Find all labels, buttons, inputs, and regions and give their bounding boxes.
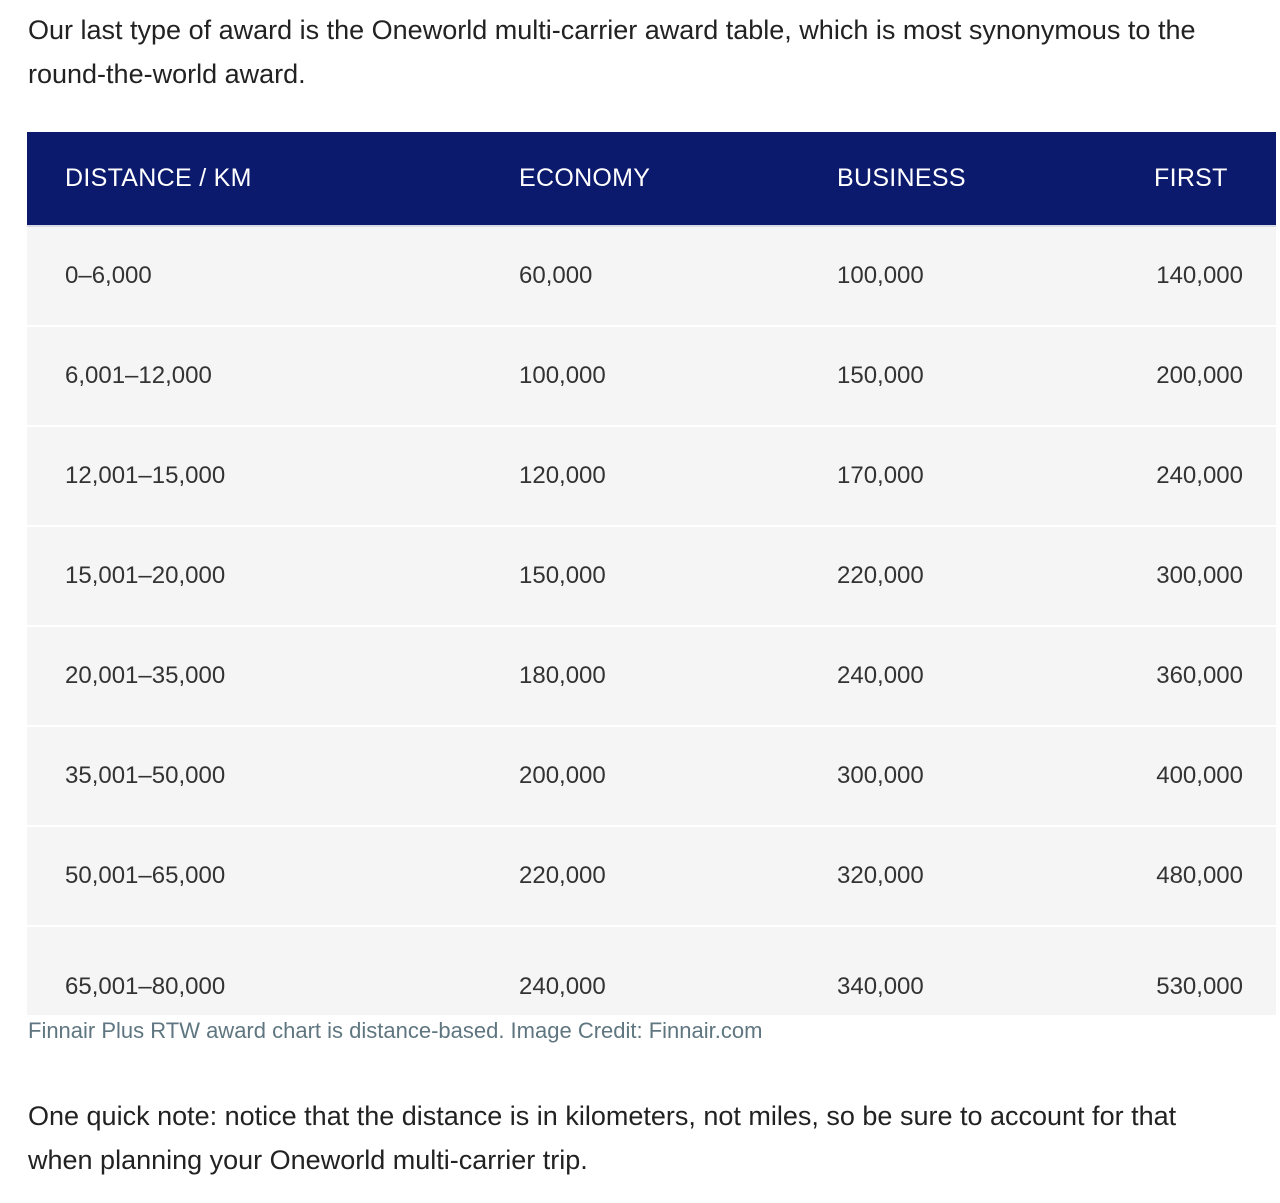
distance-cell: 12,001–15,000 <box>27 426 519 526</box>
table-row <box>27 626 1276 726</box>
intro-paragraph: Our last type of award is the Oneworld multi-carrier award table, which is most synonymous to the round-the-world award. <box>28 15 1196 89</box>
economy-cell: 60,000 <box>519 226 837 326</box>
distance-cell: 65,001–80,000 <box>27 926 519 1015</box>
first-cell: 300,000 <box>1154 526 1276 626</box>
table-row <box>27 426 1276 526</box>
distance-cell: 35,001–50,000 <box>27 726 519 826</box>
economy-cell: 120,000 <box>519 426 837 526</box>
table-row <box>27 526 1276 626</box>
economy-cell: 200,000 <box>519 726 837 826</box>
award-chart-table <box>27 132 1276 1015</box>
first-cell: 200,000 <box>1154 326 1276 426</box>
business-cell: 320,000 <box>837 826 1154 926</box>
table-row <box>27 226 1276 326</box>
column-header-first: FIRST <box>1154 132 1276 226</box>
first-cell: 480,000 <box>1154 826 1276 926</box>
first-cell: 530,000 <box>1154 926 1276 1015</box>
first-cell: 140,000 <box>1154 226 1276 326</box>
table-row <box>27 926 1276 1015</box>
first-cell: 360,000 <box>1154 626 1276 726</box>
economy-cell: 180,000 <box>519 626 837 726</box>
table-row <box>27 826 1276 926</box>
economy-cell: 100,000 <box>519 326 837 426</box>
distance-cell: 15,001–20,000 <box>27 526 519 626</box>
first-cell: 400,000 <box>1154 726 1276 826</box>
economy-cell: 240,000 <box>519 926 837 1015</box>
business-cell: 300,000 <box>837 726 1154 826</box>
business-cell: 150,000 <box>837 326 1154 426</box>
distance-cell: 20,001–35,000 <box>27 626 519 726</box>
image-caption: Finnair Plus RTW award chart is distance-based. Image Credit: Finnair.com <box>28 1018 763 1043</box>
column-header-distance: DISTANCE / KM <box>27 132 519 226</box>
business-cell: 220,000 <box>837 526 1154 626</box>
outro-paragraph: One quick note: notice that the distance is in kilometers, not miles, so be sure to account for that when planning your Oneworld multi-carrier trip. <box>28 1101 1177 1175</box>
distance-cell: 6,001–12,000 <box>27 326 519 426</box>
business-cell: 170,000 <box>837 426 1154 526</box>
table-row <box>27 726 1276 826</box>
business-cell: 100,000 <box>837 226 1154 326</box>
table-header-row <box>27 132 1276 226</box>
table-row <box>27 326 1276 426</box>
distance-cell: 50,001–65,000 <box>27 826 519 926</box>
column-header-economy: ECONOMY <box>519 132 837 226</box>
business-cell: 240,000 <box>837 626 1154 726</box>
economy-cell: 150,000 <box>519 526 837 626</box>
economy-cell: 220,000 <box>519 826 837 926</box>
column-header-business: BUSINESS <box>837 132 1154 226</box>
business-cell: 340,000 <box>837 926 1154 1015</box>
distance-cell: 0–6,000 <box>27 226 519 326</box>
first-cell: 240,000 <box>1154 426 1276 526</box>
